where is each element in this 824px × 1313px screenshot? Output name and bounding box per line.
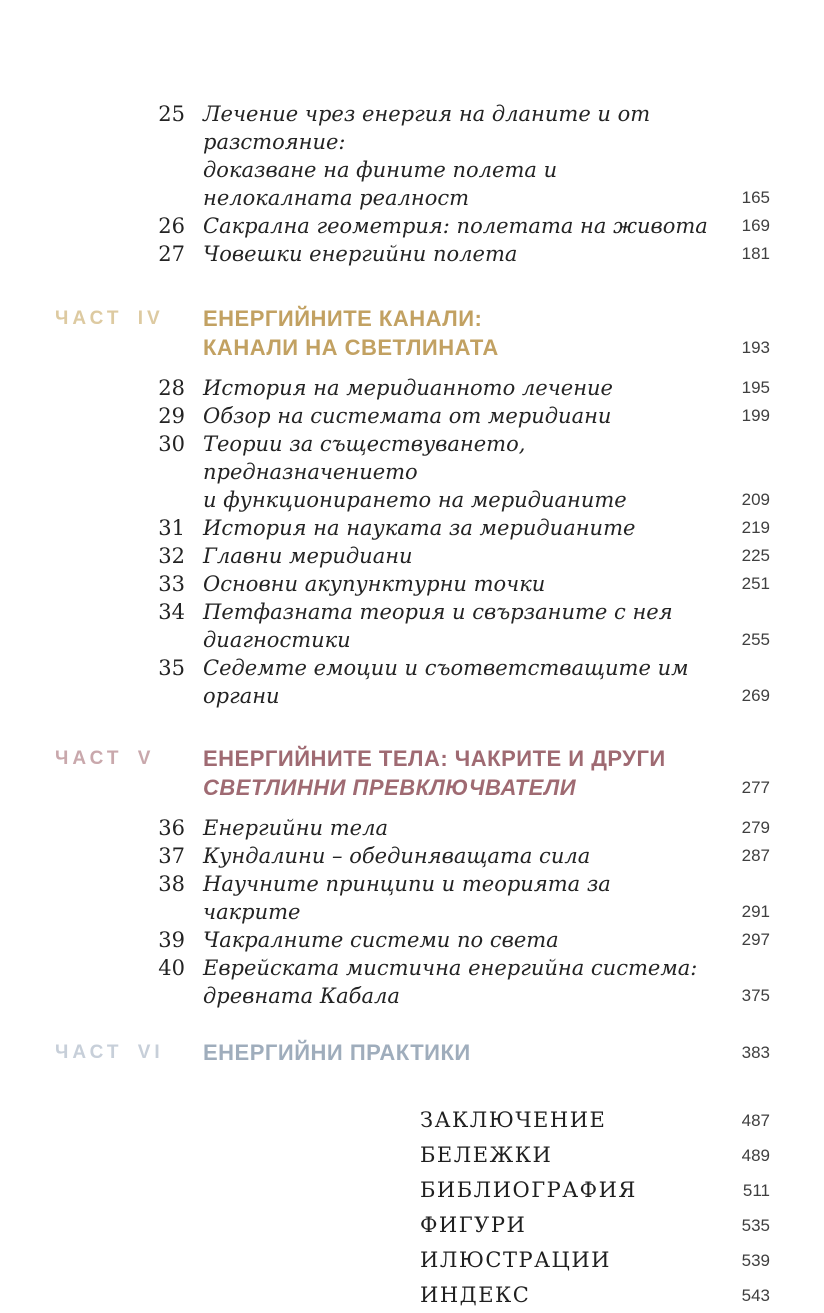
toc-entry [55, 212, 770, 240]
chapter-title-line: доказване на фините полета и нелокалната реалност [203, 158, 558, 210]
chapter-title-line: История на меридианното лечение [203, 376, 613, 400]
chapter-number: 37 [158, 844, 185, 868]
page-number: 165 [741, 188, 770, 207]
chapter-title [185, 240, 712, 268]
chapter-title-line: Седемте емоции и съответстващите им органи [203, 656, 689, 708]
back-matter-label: ИЛЮСТРАЦИИ [420, 1248, 611, 1272]
back-matter-row [55, 1243, 770, 1278]
chapter-title [185, 870, 712, 926]
toc-entry [55, 514, 770, 542]
page-number: 277 [741, 778, 770, 797]
chapter-number: 29 [158, 404, 185, 428]
chapter-number: 33 [158, 572, 185, 596]
chapter-title-line: Научните принципи и теорията за чакрите [203, 872, 611, 924]
chapter-number: 31 [158, 516, 185, 540]
toc-entry [55, 402, 770, 430]
toc-entry [55, 926, 770, 954]
chapter-title-line: Теории за съществуването, предназначението [203, 432, 526, 484]
chapter-title [185, 954, 712, 1010]
toc-entry [55, 570, 770, 598]
chapter-title-line: Сакрална геометрия: полетата на живота [203, 214, 708, 238]
chapter-title [185, 654, 712, 710]
page-number: 489 [741, 1146, 770, 1165]
back-matter-label: ИНДЕКС [420, 1283, 531, 1307]
back-matter-row [55, 1138, 770, 1173]
part-title-line: ЕНЕРГИЙНИТЕ ТЕЛА: ЧАКРИТЕ И ДРУГИ [203, 746, 666, 771]
part-title [185, 744, 712, 802]
chapter-number: 35 [158, 656, 185, 680]
part-label: ЧАСТ IV [55, 308, 164, 329]
chapter-title [185, 842, 712, 870]
toc-entry [55, 542, 770, 570]
back-matter-label: БИБЛИОГРАФИЯ [420, 1178, 637, 1202]
page-number: 287 [741, 846, 770, 865]
chapter-number: 40 [158, 956, 185, 980]
chapter-title [185, 402, 712, 430]
chapter-title [185, 926, 712, 954]
chapter-title-line: Чакралните системи по света [203, 928, 559, 952]
chapter-title-line: Еврейската мистична енергийна система: [203, 956, 698, 980]
toc-entry [55, 430, 770, 514]
back-matter-list [55, 1103, 770, 1313]
chapter-title [185, 212, 712, 240]
back-matter-label: БЕЛЕЖКИ [420, 1143, 553, 1167]
toc-entry [55, 654, 770, 710]
toc-entry [55, 598, 770, 654]
page-number: 209 [741, 490, 770, 509]
toc-entry [55, 374, 770, 402]
chapter-number: 26 [158, 214, 185, 238]
chapter-title [185, 598, 712, 654]
toc-entry [55, 842, 770, 870]
chapter-title-line: Лечение чрез енергия на дланите и от разстояние: [203, 102, 651, 154]
chapter-number: 34 [158, 600, 185, 624]
toc-entry [55, 870, 770, 926]
page-number: 225 [741, 546, 770, 565]
chapter-title-line: Обзор на системата от меридиани [203, 404, 612, 428]
chapter-number: 39 [158, 928, 185, 952]
part-heading-iv [55, 304, 770, 362]
chapter-title-line: Кундалини – обединяващата сила [203, 844, 591, 868]
page-number: 255 [741, 630, 770, 649]
back-matter-row [55, 1103, 770, 1138]
page-number: 199 [741, 406, 770, 425]
part-title-line: КАНАЛИ НА СВЕТЛИНАТА [203, 335, 499, 360]
chapter-number: 28 [158, 376, 185, 400]
page-number: 269 [741, 686, 770, 705]
page-number: 169 [741, 216, 770, 235]
back-matter-row [55, 1278, 770, 1313]
page-number: 383 [741, 1043, 770, 1062]
toc-entry [55, 240, 770, 268]
chapter-title-line: и функционирането на меридианите [203, 488, 627, 512]
page-number: 539 [741, 1251, 770, 1270]
toc-entry [55, 100, 770, 212]
page-number: 181 [741, 244, 770, 263]
part-title-line: СВЕТЛИННИ ПРЕВКЛЮЧВАТЕЛИ [203, 775, 577, 800]
page-number: 375 [741, 986, 770, 1005]
page-number: 251 [741, 574, 770, 593]
chapter-title [185, 814, 712, 842]
part-title-line: ЕНЕРГИЙНИ ПРАКТИКИ [203, 1040, 471, 1065]
back-matter-row [55, 1208, 770, 1243]
chapter-title [185, 430, 712, 514]
back-matter-label: ФИГУРИ [420, 1213, 527, 1237]
chapter-number: 32 [158, 544, 185, 568]
chapter-title [185, 570, 712, 598]
back-matter-label: ЗАКЛЮЧЕНИЕ [420, 1108, 607, 1132]
part-title [185, 304, 712, 362]
toc-entry [55, 954, 770, 1010]
page-number: 195 [741, 378, 770, 397]
part-heading-v [55, 744, 770, 802]
chapter-title-line: древната Кабала [203, 984, 400, 1008]
chapter-title [185, 514, 712, 542]
page-number: 535 [741, 1216, 770, 1235]
chapter-number: 38 [158, 872, 185, 896]
chapter-title-line: Човешки енергийни полета [203, 242, 518, 266]
part-title-line: ЕНЕРГИЙНИТЕ КАНАЛИ: [203, 306, 483, 331]
page-number: 487 [741, 1111, 770, 1130]
page-number: 543 [741, 1286, 770, 1305]
chapter-title-line: Главни меридиани [203, 544, 413, 568]
chapter-number: 30 [158, 432, 185, 456]
page-number: 297 [741, 930, 770, 949]
chapter-number: 36 [158, 816, 185, 840]
chapter-title-line: Основни акупунктурни точки [203, 572, 546, 596]
page-number: 219 [741, 518, 770, 537]
part-label: ЧАСТ V [55, 748, 155, 769]
chapter-title-line: Енергийни тела [203, 816, 388, 840]
chapter-title [185, 542, 712, 570]
toc-entry [55, 814, 770, 842]
page-number: 193 [741, 338, 770, 357]
page-number: 291 [741, 902, 770, 921]
chapter-number: 27 [158, 242, 185, 266]
part-heading-vi [55, 1038, 770, 1067]
chapter-title [185, 374, 712, 402]
page-number: 511 [742, 1181, 770, 1200]
chapter-title [185, 100, 712, 212]
chapter-number: 25 [158, 102, 185, 126]
back-matter-row [55, 1173, 770, 1208]
page-number: 279 [741, 818, 770, 837]
part-title [185, 1038, 712, 1067]
chapter-title-line: История на науката за меридианите [203, 516, 636, 540]
part-label: ЧАСТ VI [55, 1042, 164, 1063]
chapter-title-line: Петфазната теория и свързаните с нея диагностики [203, 600, 673, 652]
